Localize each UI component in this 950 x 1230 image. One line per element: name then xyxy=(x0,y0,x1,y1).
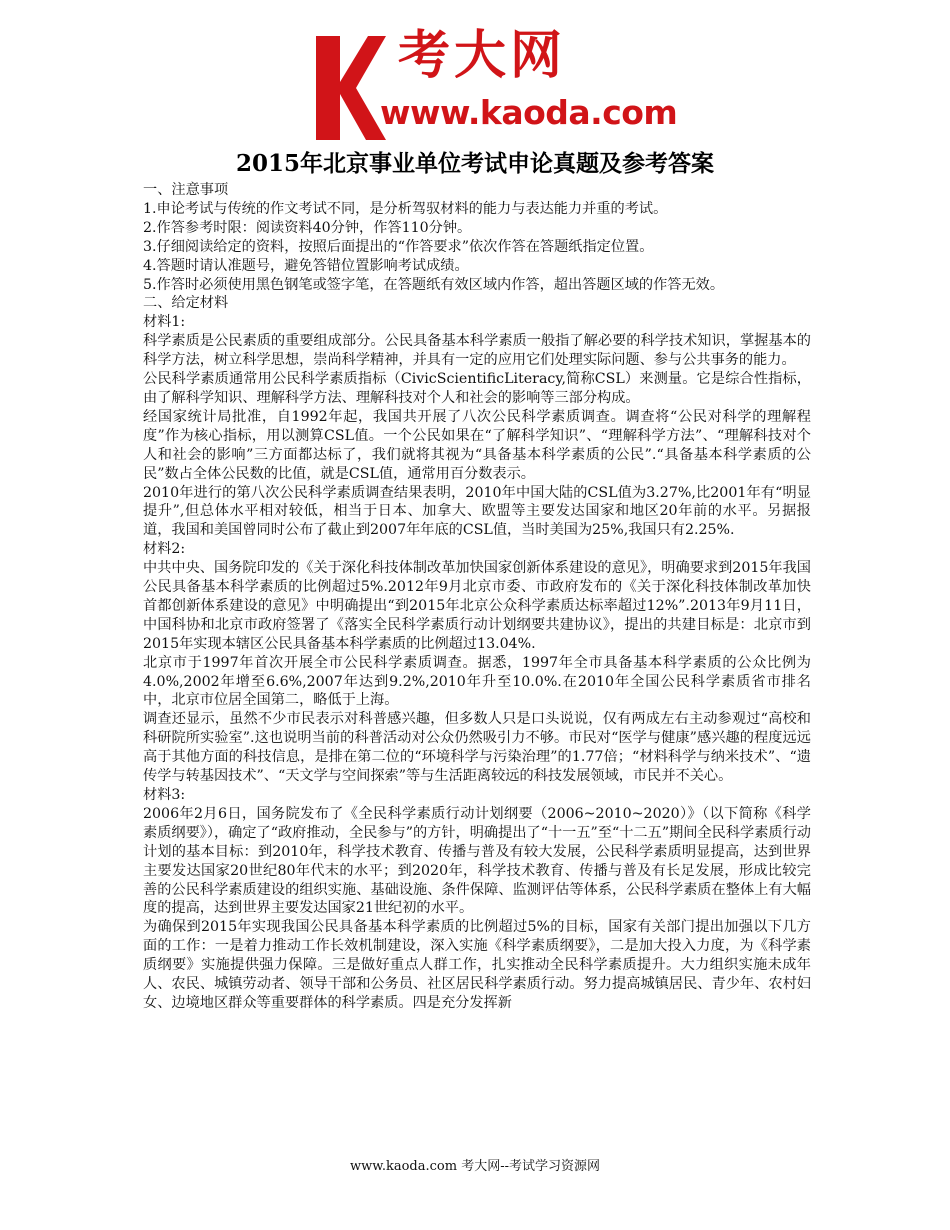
document-title: 2015年北京事业单位考试申论真题及参考答案 xyxy=(235,150,714,177)
document-body xyxy=(143,181,811,1013)
page-footer: www.kaoda.com 考大网--考试学习资源网 xyxy=(350,1159,600,1174)
section-heading: 二、给定材料 xyxy=(143,295,229,312)
k-logo-icon xyxy=(310,32,388,144)
body-paragraph: 中共中央、国务院印发的《关于深化科技体制改革加快国家创新体系建设的意见》，明确要求到2015年我国公民具备基本科学素质的比例超过5%.2012年9月北京市委、市政府发布的《关于深化科技体制改革加快首都创新体系建设的意见》中明确提出“到2015年北京公众科学素质达标率超过12%”.2013年9月11日，中国科协和北京市政府签署了《落实全民科学素质行动计划纲要共建协议》，提出的共建目标是：北京市到2015年实现本辖区公民具备基本科学素质的比例超过13.04%. xyxy=(143,560,811,652)
body-paragraph: 经国家统计局批准，自1992年起，我国共开展了八次公民科学素质调查。调查将“公民对科学的理解程度”作为核心指标，用以测算CSL值。一个公民如果在“了解科学知识”、“理解科学方法”、“理解科技对个人和社会的影响”三方面都达标了，我们就将其视为“具备基本科学素质的公民”.“具备基本科学素质的公民”数占全体公民数的比值，就是CSL值，通常用百分数表示。 xyxy=(143,408,811,482)
material-label: 材料1: xyxy=(143,314,186,331)
notice-item: 4.答题时请认准题号，避免答错位置影响考试成绩。 xyxy=(143,257,469,274)
body-paragraph: 为确保到2015年实现我国公民具备基本科学素质的比例超过5%的目标，国家有关部门提出加强以下几方面的工作：一是着力推动工作长效机制建设，深入实施《科学素质纲要》，二是加大投入力度，为《科学素质纲要》实施提供强力保障。三是做好重点人群工作，扎实推动全民科学素质提升。大力组织实施未成年人、农民、城镇劳动者、领导干部和公务员、社区居民科学素质行动。努力提高城镇居民、青少年、农村妇女、边境地区群众等重要群体的科学素质。四是充分发挥新 xyxy=(143,919,811,1011)
body-paragraph: 2010年进行的第八次公民科学素质调查结果表明，2010年中国大陆的CSL值为3.27%,比2001年有“明显提升”,但总体水平相对较低，相当于日本、加拿大、欧盟等主要发达国家和地区20年前的水平。另据报道，我国和美国曾同时公布了截止到2007年年底的CSL值，当时美国为25%,我国只有2.25%. xyxy=(143,484,811,539)
material-label: 材料2: xyxy=(143,541,186,558)
notice-item: 5.作答时必须使用黑色钢笔或签字笔，在答题纸有效区域内作答，超出答题区域的作答无效。 xyxy=(143,276,725,293)
logo-url-text: www.kaoda.com xyxy=(380,93,678,132)
body-paragraph: 公民科学素质通常用公民科学素质指标（CivicScientificLiteracy,简称CSL）来测量。它是综合性指标，由了解科学知识、理解科学方法、理解科技对个人和社会的影响等三部分构成。 xyxy=(143,371,811,406)
section-heading: 一、注意事项 xyxy=(143,182,229,198)
notice-item: 1.申论考试与传统的作文考试不同，是分析驾驭材料的能力与表达能力并重的考试。 xyxy=(143,200,668,217)
material-label: 材料3: xyxy=(143,787,186,803)
body-paragraph: 北京市于1997年首次开展全市公民科学素质调查。据悉，1997年全市具备基本科学素质的公众比例为4.0%,2002年增至6.6%,2007年达到9.2%,2010年升至10.0%.在2010年全国公民科学素质省市排名中，北京市位居全国第二，略低于上海。 xyxy=(143,654,811,709)
body-paragraph: 调查还显示，虽然不少市民表示对科普感兴趣，但多数人只是口头说说，仅有两成左右主动参观过“高校和科研院所实验室”.这也说明当前的科普活动对公众仍然吸引力不够。市民对“医学与健康”感兴趣的程度远远高于其他方面的科技信息，是排在第二位的“环境科学与污染治理”的1.77倍；“材料科学与纳米技术”、“遗传学与转基因技术”、“天文学与空间探索”等与生活距离较远的科技发展领域，市民并不关心。 xyxy=(143,711,811,785)
notice-item: 2.作答参考时限：阅读资料40分钟，作答110分钟。 xyxy=(143,219,472,236)
body-paragraph: 2006年2月6日，国务院发布了《全民科学素质行动计划纲要（2006~2010~2020）》（以下简称《科学素质纲要》），确定了“政府推动，全民参与”的方针，明确提出了“十一五”至“十二五”期间全民科学素质行动计划的基本目标：到2010年，科学技术教育、传播与普及有较大发展，公民科学素质明显提高，达到世界主要发达国家20世纪80年代末的水平；到2020年，科学技术教育、传播与普及有长足发展，形成比较完善的公民科学素质建设的组织实施、基础设施、条件保障、监测评估等体系，公民科学素质在整体上有大幅度的提高，达到世界主要发达国家21世纪初的水平。 xyxy=(143,805,811,917)
logo-brand-text: 考大网 xyxy=(398,26,567,86)
notice-item: 3.仔细阅读给定的资料，按照后面提出的“作答要求”依次作答在答题纸指定位置。 xyxy=(143,238,654,255)
body-paragraph: 科学素质是公民素质的重要组成部分。公民具备基本科学素质一般指了解必要的科学技术知识，掌握基本的科学方法，树立科学思想，崇尚科学精神，并具有一定的应用它们处理实际问题、参与公共事务的能力。 xyxy=(143,333,811,369)
kaoda-logo xyxy=(310,24,678,154)
